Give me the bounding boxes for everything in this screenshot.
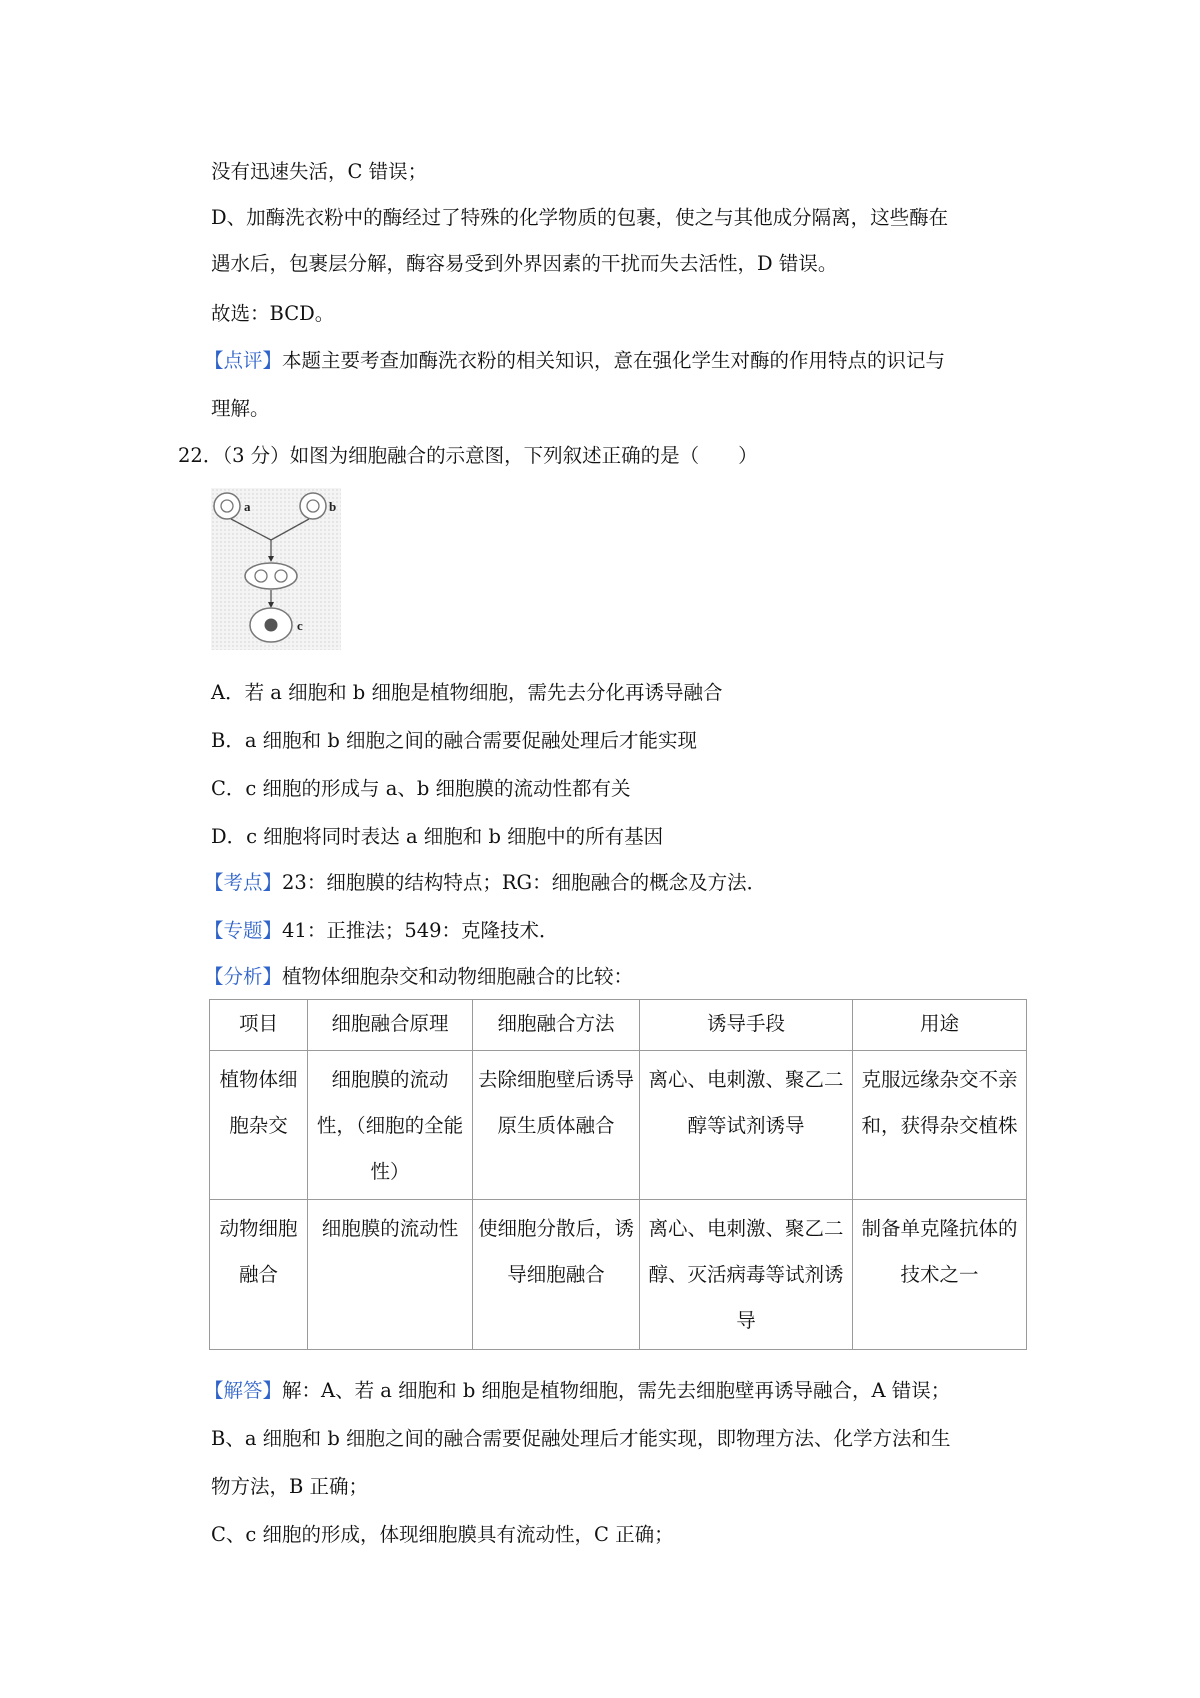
table-row <box>210 1051 1027 1200</box>
option-b: B．a 细胞和 b 细胞之间的融合需要促融处理后才能实现 <box>211 729 698 752</box>
table-header-cell: 细胞融合方法 <box>473 1000 640 1051</box>
fenxi-text: 植物体细胞杂交和动物细胞融合的比较： <box>282 965 634 988</box>
table-cell: 离心、电刺激、聚乙二醇等试剂诱导 <box>640 1051 853 1200</box>
cell-fusion-figure <box>211 488 341 650</box>
zhuanti-tag: 【专题】 <box>204 919 283 942</box>
table-cell: 细胞膜的流动性，（细胞的全能性） <box>308 1051 473 1200</box>
fenxi-tag: 【分析】 <box>204 965 283 988</box>
text-line: 没有迅速失活，C 错误； <box>211 160 428 183</box>
table-header-row <box>210 1000 1027 1051</box>
table-cell: 使细胞分散后，诱导细胞融合 <box>473 1200 640 1350</box>
table-cell: 制备单克隆抗体的技术之一 <box>853 1200 1027 1350</box>
kaodian-line <box>204 871 766 895</box>
table-cell: 去除细胞壁后诱导原生质体融合 <box>473 1051 640 1200</box>
comment-text: 本题主要考查加酶洗衣粉的相关知识，意在强化学生对酶的作用特点的识记与 <box>282 349 946 372</box>
text-line: B、a 细胞和 b 细胞之间的融合需要促融处理后才能实现，即物理方法、化学方法和生 <box>211 1427 951 1450</box>
comment-line <box>204 349 945 373</box>
label-b: b <box>329 499 337 514</box>
table-header-cell: 细胞融合原理 <box>308 1000 473 1051</box>
text-line: 故选：BCD。 <box>211 302 335 325</box>
table-header-cell: 诱导手段 <box>640 1000 853 1051</box>
text-line: C、c 细胞的形成，体现细胞膜具有流动性，C 正确； <box>211 1523 674 1546</box>
table-cell: 克服远缘杂交不亲和，获得杂交植株 <box>853 1051 1027 1200</box>
text-line: 物方法，B 正确； <box>211 1475 369 1498</box>
comment-line-2: 理解。 <box>211 397 270 420</box>
text-line: 遇水后，包裹层分解，酶容易受到外界因素的干扰而失去活性，D 错误。 <box>211 252 838 275</box>
label-c: c <box>297 618 303 633</box>
table-cell: 离心、电刺激、聚乙二醇、灭活病毒等试剂诱导 <box>640 1200 853 1350</box>
jieda-line <box>204 1379 950 1403</box>
table-row <box>210 1200 1027 1350</box>
jieda-tag: 【解答】 <box>204 1379 283 1402</box>
label-a: a <box>244 499 251 514</box>
option-a: A．若 a 细胞和 b 细胞是植物细胞，需先去分化再诱导融合 <box>211 681 723 704</box>
option-c: C．c 细胞的形成与 a、b 细胞膜的流动性都有关 <box>211 777 631 800</box>
table-cell: 植物体细胞杂交 <box>210 1051 308 1200</box>
table-header-cell: 用途 <box>853 1000 1027 1051</box>
table-cell: 动物细胞融合 <box>210 1200 308 1350</box>
jieda-text: 解：A、若 a 细胞和 b 细胞是植物细胞，需先去细胞壁再诱导融合，A 错误； <box>282 1379 951 1402</box>
text-line: D、加酶洗衣粉中的酶经过了特殊的化学物质的包裹，使之与其他成分隔离，这些酶在 <box>211 206 949 229</box>
question-stem: 22．（3 分）如图为细胞融合的示意图，下列叙述正确的是（ ） <box>178 444 758 467</box>
fenxi-line <box>204 965 633 989</box>
table-cell: 细胞膜的流动性 <box>308 1200 473 1350</box>
kaodian-text: 23：细胞膜的结构特点；RG：细胞融合的概念及方法． <box>282 871 767 894</box>
zhuanti-text: 41：正推法；549：克隆技术． <box>282 919 559 942</box>
comparison-table <box>209 999 1027 1350</box>
option-d: D．c 细胞将同时表达 a 细胞和 b 细胞中的所有基因 <box>211 825 664 848</box>
zhuanti-line <box>204 919 559 943</box>
comment-tag: 【点评】 <box>204 349 283 372</box>
kaodian-tag: 【考点】 <box>204 871 283 894</box>
table-header-cell: 项目 <box>210 1000 308 1051</box>
